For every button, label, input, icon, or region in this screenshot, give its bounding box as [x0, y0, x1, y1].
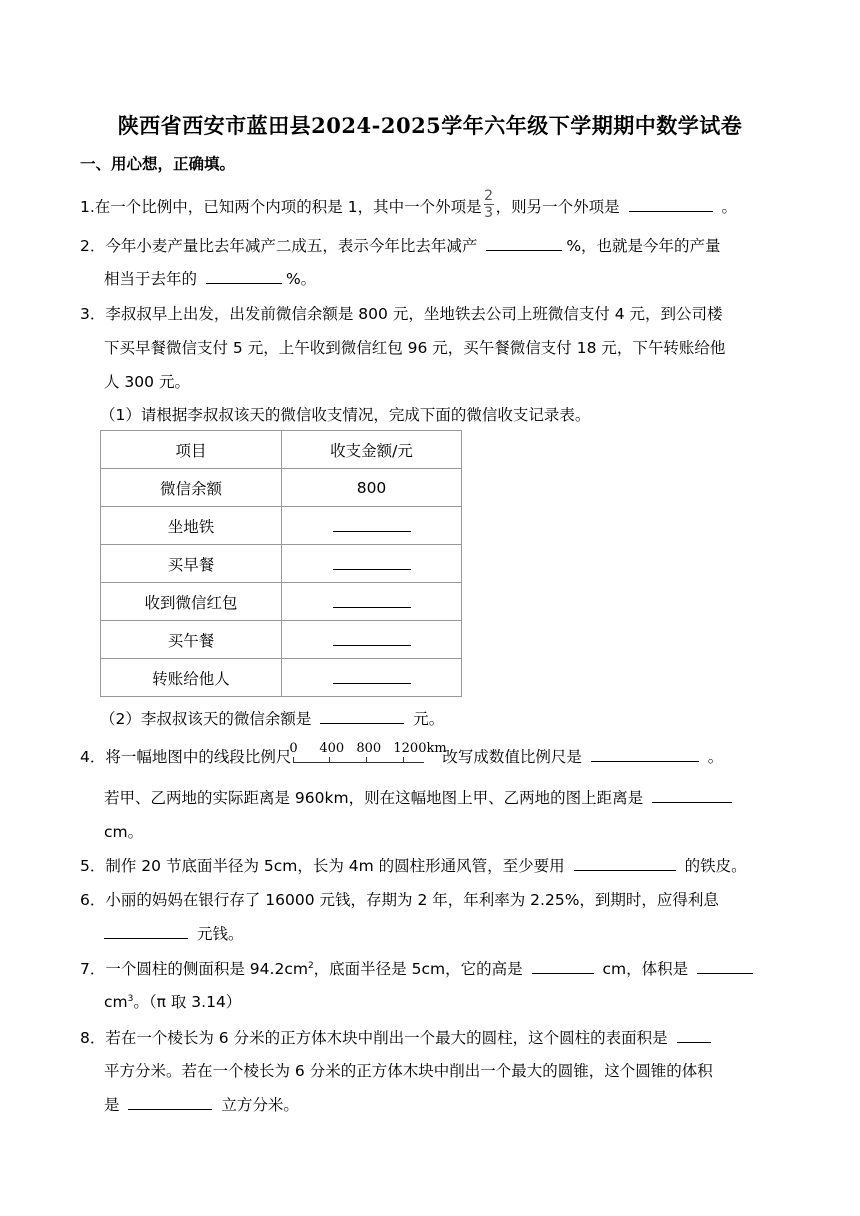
question-3-sub-1: （1）请根据李叔叔该天的微信收支情况，完成下面的微信收支记录表。: [100, 406, 591, 424]
answer-blank[interactable]: [652, 788, 732, 803]
answer-blank[interactable]: [104, 924, 188, 939]
question-3-line-3: 人 300 元。: [104, 373, 190, 391]
table-row: 坐地铁: [101, 507, 462, 545]
question-8-line-2: 平方分米。若在一个棱长为 6 分米的正方体木块中削出一个最大的圆锥，这个圆锥的体积: [104, 1062, 713, 1080]
question-6: 6．小丽的妈妈在银行存了 16000 元钱，存期为 2 年，年利率为 2.25%，到期时，应得利息: [80, 891, 719, 909]
question-text: 在一个比例中，已知两个内项的积是 1，其中一个外项是: [94, 198, 482, 216]
wechat-record-table: [100, 430, 462, 697]
question-8-line-3: 是 立方分米。: [104, 1096, 299, 1114]
fraction-two-thirds: $\frac{2}{3}$: [484, 188, 494, 221]
answer-blank[interactable]: [532, 959, 594, 974]
line-scale-bar: [289, 740, 447, 769]
answer-blank[interactable]: [677, 1028, 711, 1043]
question-3: 3．李叔叔早上出发，出发前微信余额是 800 元，坐地铁去公司上班微信支付 4 元，到公司楼: [80, 305, 723, 323]
table-header-amount: 收支金额/元: [282, 431, 462, 469]
scale-label: 400: [319, 740, 345, 756]
question-number: 6．: [80, 891, 106, 909]
scale-label: 800: [356, 740, 382, 756]
answer-blank[interactable]: [574, 856, 676, 871]
answer-blank[interactable]: [333, 667, 411, 684]
answer-blank[interactable]: [320, 709, 404, 724]
question-3-sub-2: （2）李叔叔该天的微信余额是 元。: [100, 710, 445, 728]
table-row: 买早餐: [101, 545, 462, 583]
answer-blank[interactable]: [128, 1095, 212, 1110]
question-4: 4．将一幅地图中的线段比例尺 0 400 800 1200km 改写成数值比例尺是 。: [80, 745, 723, 769]
question-7: 7．一个圆柱的侧面积是 $94.2cm^2$，底面半径是 5cm，它的高是 cm，体积是: [80, 957, 757, 979]
table-row: 转账给他人: [101, 659, 462, 697]
table-row: 买午餐: [101, 621, 462, 659]
table-header-row: [101, 431, 462, 469]
question-6-line-2: 元钱。: [104, 922, 243, 944]
question-2-line-2: 相当于去年的 %。: [104, 270, 317, 288]
answer-blank[interactable]: [333, 515, 411, 532]
scale-label: 0: [289, 740, 298, 756]
answer-blank[interactable]: [697, 959, 753, 974]
table-row: 收到微信红包: [101, 583, 462, 621]
question-3-line-2: 下买早餐微信支付 5 元，上午收到微信红包 96 元，买午餐微信支付 18 元，下午转账给他: [104, 339, 726, 357]
answer-blank[interactable]: [333, 553, 411, 570]
question-number: 3．: [80, 305, 106, 323]
question-number: 2．: [80, 237, 106, 255]
answer-blank[interactable]: [591, 747, 699, 762]
question-4-line-2: 若甲、乙两地的实际距离是 960km，则在这幅地图上甲、乙两地的图上距离是: [104, 786, 736, 808]
answer-blank[interactable]: [486, 236, 562, 251]
section-heading: 一、用心想，正确填。: [80, 155, 236, 173]
question-number: 5．: [80, 857, 106, 875]
question-text: ，则另一个外项是: [495, 198, 620, 216]
question-5: 5．制作 20 节底面半径为 5cm，长为 4m 的圆柱形通风管，至少要用 的铁皮。: [80, 857, 747, 875]
table-row: 微信余额 800: [101, 469, 462, 507]
answer-blank[interactable]: [206, 269, 282, 284]
question-2: 2．今年小麦产量比去年减产二成五，表示今年比去年减产 %，也就是今年的产量: [80, 237, 721, 255]
question-number: 1.: [80, 198, 95, 216]
question-number: 8．: [80, 1029, 106, 1047]
table-header-item: 项目: [101, 431, 282, 469]
question-8: 8．若在一个棱长为 6 分米的正方体木块中削出一个最大的圆柱，这个圆柱的表面积是: [80, 1026, 715, 1048]
question-4-line-3: cm。: [104, 823, 144, 841]
answer-blank[interactable]: [629, 197, 713, 212]
exam-title: 陕西省西安市蓝田县2024-2025学年六年级下学期期中数学试卷: [117, 113, 743, 138]
question-number: 4．: [80, 748, 106, 766]
scale-label: 1200km: [393, 740, 447, 756]
question-number: 7．: [80, 960, 106, 978]
question-1: 1.在一个比例中，已知两个内项的积是 1，其中一个外项是 $\frac{2}{3}$ ，则另一个外项是 。: [80, 188, 737, 221]
question-7-line-2: $cm^3$。（π 取 3.14）: [104, 993, 242, 1011]
answer-blank[interactable]: [333, 629, 411, 646]
answer-blank[interactable]: [333, 591, 411, 608]
